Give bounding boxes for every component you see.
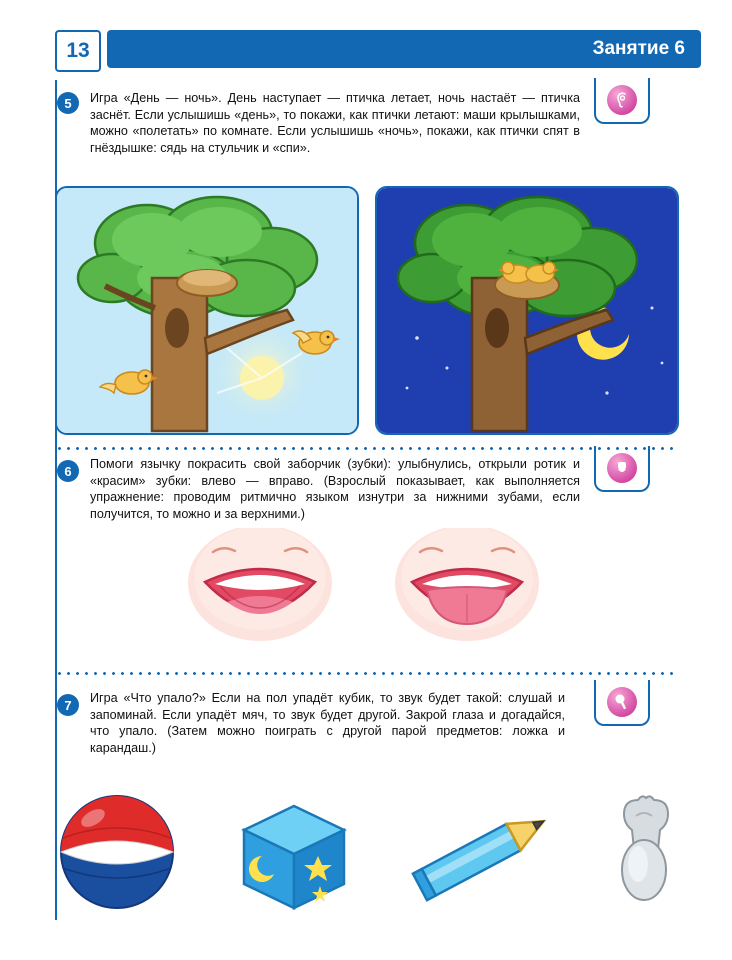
pencil-illustration [400,800,560,910]
task-text-5: Игра «День — ночь». День наступает — птичка летает, ночь настаёт — птичка заснёт. Если услышишь «день», то покажи, как птички летают: маши крылышками, можно «полетать» по комнате. Если услышишь «ночь», покажи, как птички спят в гнёздышке: сядь на стульчик и «спи». [90,91,580,155]
sound-icon-glyph [612,692,632,712]
spoon-illustration [582,782,702,922]
sound-icon [607,687,637,717]
night-scene-svg [377,188,677,433]
night-scene-illustration [375,186,679,435]
pencil-svg [400,800,560,910]
ear-icon-glyph [612,90,632,110]
page-header [55,30,701,68]
spoon-svg [582,782,702,922]
mouth-icon-badge [594,446,650,492]
separator-1 [55,447,675,450]
ball-illustration [55,790,195,920]
mouth-right-svg [382,528,552,648]
ear-icon-badge [594,78,650,124]
task-text-7: Игра «Что упало?» Если на пол упадёт кубик, то звук будет такой: слушай и запоминай. Если упадёт мяч, то звук будет другой. Закрой глаза и догадайся, что упало. (Затем можно поиграть с другой парой предметов: ложка и карандаш.) [90,691,565,755]
task-number-6: 6 [57,460,79,482]
ball-svg [55,790,195,920]
page-number: 13 [55,30,101,72]
page-title: Занятие 6 [592,38,685,59]
separator-2 [55,672,675,675]
sound-icon-badge [594,680,650,726]
cube-svg [232,800,352,915]
mouth-left-svg [175,528,345,648]
ear-icon [607,85,637,115]
task-text-6: Помоги язычку покрасить свой заборчик (зубки): улыбнулись, открыли ротик и «красим» зубки: влево — вправо. (Взрослый показывает, как выполняется упражнение: проводим ритмично языком изнутри за нижними зубами, если получится, то можно и за верхними.) [90,457,580,521]
mouth-icon [607,453,637,483]
day-scene-svg [57,188,357,433]
mouth-left-illustration [175,528,345,648]
task-number-7: 7 [57,694,79,716]
task-number-5: 5 [57,92,79,114]
cube-illustration [232,800,352,915]
mouth-icon-glyph [612,458,632,478]
day-scene-illustration [55,186,359,435]
lesson-title-bar [107,30,701,68]
mouth-right-illustration [382,528,552,648]
